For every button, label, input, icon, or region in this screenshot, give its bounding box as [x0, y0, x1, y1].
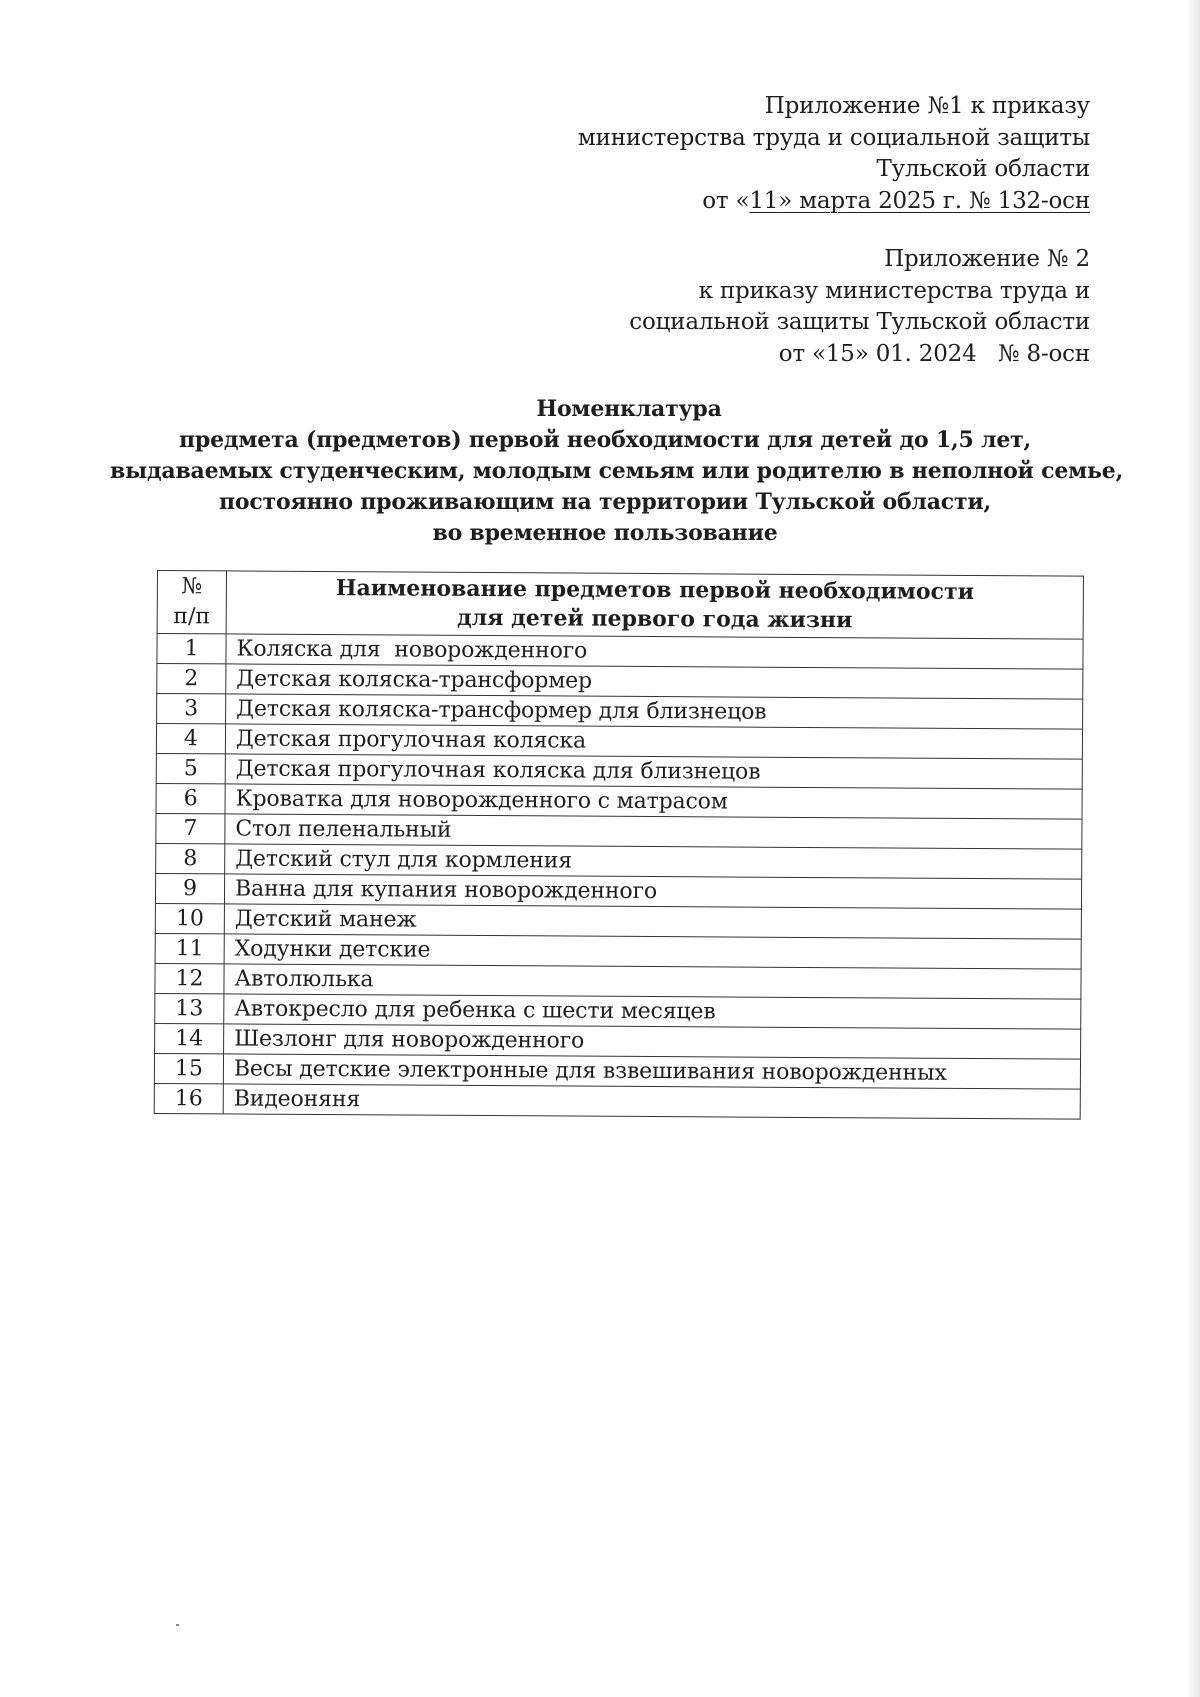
table-row — [156, 753, 1082, 789]
row-number: 3 — [157, 694, 226, 724]
row-item-name: Коляска для новорожденного — [226, 634, 1083, 669]
row-item-name: Кроватка для новорожденного с матрасом — [225, 784, 1082, 819]
row-item-name: Детская прогулочная коляска для близнецов — [225, 754, 1082, 789]
row-number: 15 — [154, 1053, 223, 1083]
row-number: 11 — [155, 933, 224, 963]
scan-edge-shadow — [1186, 0, 1200, 1697]
table-row — [156, 783, 1082, 819]
header-number — [157, 571, 226, 634]
document-title — [110, 394, 1124, 549]
appendix-1-date-line — [578, 186, 1090, 218]
row-number: 6 — [156, 783, 225, 813]
row-item-name: Весы детские электронные для взвешивания новорожденных — [223, 1054, 1080, 1089]
appendix-2-line-2: к приказу министерства труда и — [698, 277, 1090, 304]
row-number: 2 — [157, 664, 226, 694]
row-item-name: Стол пеленальный — [225, 814, 1082, 849]
row-item-name: Детская коляска-трансформер — [226, 664, 1083, 699]
row-number: 4 — [156, 724, 225, 754]
table-row — [156, 724, 1082, 760]
table-header-row — [157, 571, 1083, 640]
table-row — [155, 963, 1081, 999]
appendix-2-header — [629, 244, 1090, 370]
row-item-name: Детская коляска-трансформер для близнецов — [226, 694, 1083, 729]
date-rest: » марта 2025 г. № 132-осн — [778, 187, 1090, 214]
row-item-name: Автолюлька — [224, 964, 1081, 999]
table-row — [157, 634, 1083, 670]
table-row — [155, 933, 1081, 969]
appendix-1-header — [578, 91, 1090, 217]
table-row — [155, 903, 1081, 939]
table-row — [157, 694, 1083, 730]
appendix-2-line-4: от «15» 01. 2024 № 8-осн — [778, 340, 1090, 367]
date-prefix: от « — [702, 187, 750, 214]
header-number-line-2: п/п — [173, 604, 211, 630]
row-number: 9 — [155, 873, 224, 903]
row-number: 1 — [157, 634, 226, 664]
row-item-name: Видеоняня — [223, 1084, 1080, 1119]
row-item-name: Детская прогулочная коляска — [225, 724, 1082, 759]
title-line-4: во временное пользование — [432, 520, 778, 546]
row-number: 7 — [156, 813, 225, 843]
row-number: 8 — [156, 843, 225, 873]
row-item-name: Шезлонг для новорожденного — [224, 1024, 1081, 1059]
row-item-name: Детский манеж — [224, 904, 1081, 939]
table-row — [155, 1023, 1081, 1059]
table-row — [157, 664, 1083, 700]
title-line-3: постоянно проживающим на территории Тульской области, — [218, 489, 991, 515]
row-item-name: Автокресло для ребенка с шести месяцев — [224, 994, 1081, 1029]
row-item-name: Ходунки детские — [224, 934, 1081, 969]
header-name-line-1: Наименование предметов первой необходимости — [335, 575, 975, 605]
title-line-0: Номенклатура — [536, 396, 722, 422]
row-number: 10 — [155, 903, 224, 933]
appendix-2-line-1: Приложение № 2 — [884, 246, 1090, 272]
appendix-1-line-3: Тульской области — [876, 156, 1090, 182]
header-number-line-1: № — [181, 574, 203, 600]
table-row — [156, 843, 1082, 879]
header-name — [226, 571, 1083, 639]
nomenclature-table — [154, 570, 1084, 1120]
table-row — [156, 813, 1082, 849]
table-row — [155, 873, 1081, 909]
row-number: 5 — [156, 753, 225, 783]
row-number: 16 — [154, 1083, 223, 1113]
row-number: 13 — [155, 993, 224, 1023]
table-row — [154, 1053, 1080, 1089]
scan-speck — [176, 1624, 179, 1626]
header-name-line-2: для детей первого года жизни — [456, 604, 853, 634]
date-day: 11 — [749, 187, 779, 214]
appendix-1-line-1: Приложение №1 к приказу — [764, 93, 1090, 119]
row-number: 12 — [155, 963, 224, 993]
title-line-2: выдаваемых студенческим, молодым семьям или родителю в неполной семье, — [110, 458, 1124, 484]
table-row — [155, 993, 1081, 1029]
appendix-1-line-2: министерства труда и социальной защиты — [577, 124, 1090, 151]
row-number: 14 — [155, 1023, 224, 1053]
title-line-1: предмета (предметов) первой необходимости для детей до 1,5 лет, — [178, 427, 1032, 453]
row-item-name: Детский стул для кормления — [225, 844, 1082, 879]
appendix-2-line-3: социальной защиты Тульской области — [629, 309, 1090, 335]
row-item-name: Ванна для купания новорожденного — [224, 874, 1081, 909]
table-row — [154, 1083, 1080, 1119]
